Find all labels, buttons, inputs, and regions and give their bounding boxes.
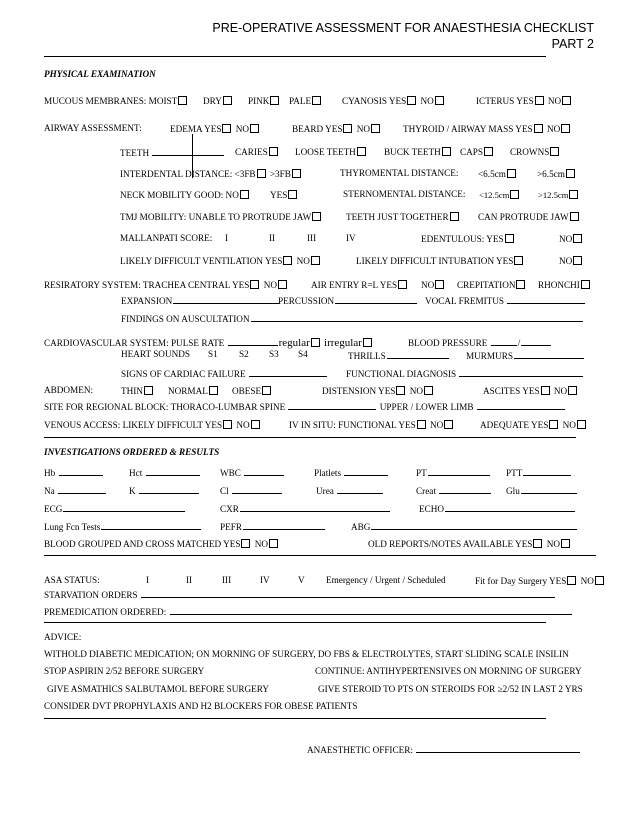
divider — [44, 555, 596, 556]
advice-line: STOP ASPIRIN 2/52 BEFORE SURGERY — [44, 666, 205, 676]
abg-field[interactable] — [371, 521, 577, 530]
checkbox-neck-yes[interactable] — [288, 190, 297, 199]
airway-label: AIRWAY ASSESSMENT: — [44, 123, 142, 133]
checkbox-cyanosis-no[interactable] — [435, 96, 444, 105]
section-physical-title: PHYSICAL EXAMINATION — [44, 69, 156, 79]
checkbox-thin[interactable] — [144, 386, 153, 395]
checkbox-pink[interactable] — [270, 96, 279, 105]
mallampati-4[interactable]: IV — [346, 233, 356, 243]
divider — [44, 718, 546, 719]
checkbox-edema-no[interactable] — [250, 124, 259, 133]
glu-field[interactable] — [521, 485, 577, 494]
ptt-field[interactable] — [523, 467, 571, 476]
murmurs-field[interactable] — [514, 350, 584, 359]
heart-sound-s1[interactable]: S1 — [208, 349, 218, 359]
checkbox-moist[interactable] — [178, 96, 187, 105]
advice-title: ADVICE: — [44, 632, 82, 642]
checkbox-thyroid-no[interactable] — [561, 124, 570, 133]
checkbox-ventilation-no[interactable] — [311, 256, 320, 265]
checkbox-air-entry-no[interactable] — [435, 280, 444, 289]
checkbox-beard-no[interactable] — [371, 124, 380, 133]
checkbox-interdental-gt3fb[interactable] — [292, 169, 301, 178]
checkbox-iv-functional-no[interactable] — [444, 420, 453, 429]
checkbox-cross-matched-yes[interactable] — [241, 539, 250, 548]
heart-sound-s4[interactable]: S4 — [298, 349, 308, 359]
asa-2[interactable]: II — [186, 575, 193, 585]
checkbox-old-reports-no[interactable] — [561, 539, 570, 548]
platelets-field[interactable] — [344, 467, 388, 476]
cl-field[interactable] — [232, 485, 282, 494]
wbc-field[interactable] — [244, 467, 284, 476]
checkbox-icterus-yes[interactable] — [535, 96, 544, 105]
checkbox-thyromental-gt[interactable] — [566, 169, 575, 178]
checkbox-neck-no[interactable] — [240, 190, 249, 199]
officer-label: ANAESTHETIC OFFICER: — [307, 745, 413, 755]
checkbox-old-reports-yes[interactable] — [533, 539, 542, 548]
checkbox-teeth-together[interactable] — [450, 212, 459, 221]
heart-sound-s2[interactable]: S2 — [239, 349, 249, 359]
checkbox-sternomental-lt[interactable] — [510, 190, 519, 199]
checkbox-adequate-yes[interactable] — [549, 420, 558, 429]
asa-status-label: ASA STATUS: — [44, 575, 100, 585]
lung-function-field[interactable] — [101, 521, 201, 530]
vocal-fremitus-field[interactable] — [507, 295, 585, 304]
checkbox-interdental-lt3fb[interactable] — [257, 169, 266, 178]
starvation-orders-field[interactable] — [141, 589, 555, 598]
checkbox-day-surgery-no[interactable] — [595, 576, 604, 585]
checkbox-venous-no[interactable] — [251, 420, 260, 429]
checkbox-beard-yes[interactable] — [343, 124, 352, 133]
advice-line: GIVE ASMATHICS SALBUTAMOL BEFORE SURGERY — [47, 684, 269, 694]
checkbox-icterus-no[interactable] — [562, 96, 571, 105]
checkbox-day-surgery-yes[interactable] — [567, 576, 576, 585]
cardiac-failure-field[interactable] — [249, 368, 327, 377]
checkbox-distension-no[interactable] — [424, 386, 433, 395]
checkbox-can-protrude[interactable] — [570, 212, 579, 221]
expansion-field[interactable] — [173, 295, 279, 304]
hb-field[interactable] — [59, 467, 103, 476]
na-field[interactable] — [58, 485, 106, 494]
divider — [44, 622, 546, 623]
section-investigations-title: INVESTIGATIONS ORDERED & RESULTS — [44, 447, 220, 457]
cxr-field[interactable] — [240, 503, 390, 512]
checkbox-air-entry-yes[interactable] — [398, 280, 407, 289]
checkbox-buck-teeth[interactable] — [442, 147, 451, 156]
checkbox-trachea-yes[interactable] — [250, 280, 259, 289]
echo-field[interactable] — [445, 503, 575, 512]
pulse-rate-field[interactable] — [228, 337, 278, 346]
divider — [44, 56, 546, 57]
checkbox-distension-yes[interactable] — [396, 386, 405, 395]
k-field[interactable] — [139, 485, 199, 494]
checkbox-edentulous-yes[interactable] — [505, 234, 514, 243]
auscultation-field[interactable] — [251, 313, 583, 322]
percussion-field[interactable] — [335, 295, 417, 304]
regional-block-field[interactable] — [288, 401, 376, 410]
form-title: PRE-OPERATIVE ASSESSMENT FOR ANAESTHESIA CHECKLIST — [212, 21, 594, 35]
heart-sounds-label: HEART SOUNDS — [121, 349, 190, 359]
advice-line: CONTINUE: ANTIHYPERTENSIVES ON MORNING OF SURGERY — [315, 666, 582, 676]
row-mucous-membranes: MUCOUS MEMBRANES: MOIST — [44, 96, 189, 106]
heart-sound-s3[interactable]: S3 — [269, 349, 279, 359]
asa-3[interactable]: III — [222, 575, 232, 585]
mallampati-label: MALLANPATI SCORE: — [120, 233, 213, 243]
checkbox-caps[interactable] — [484, 147, 493, 156]
form-part: PART 2 — [551, 37, 594, 51]
officer-signature-field[interactable] — [416, 744, 580, 753]
checkbox-regular[interactable] — [311, 338, 320, 347]
advice-line: WITHOLD DIABETIC MEDICATION; ON MORNING OF SURGERY, DO FBS & ELECTROLYTES, START SLIDING SCALE INSILIN — [44, 649, 569, 659]
checkbox-intubation-yes[interactable] — [514, 256, 523, 265]
teeth-field[interactable] — [152, 147, 224, 156]
checkbox-iv-functional-yes[interactable] — [417, 420, 426, 429]
checkbox-ascites-no[interactable] — [568, 386, 577, 395]
asa-1[interactable]: I — [146, 575, 150, 585]
asa-5[interactable]: V — [298, 575, 305, 585]
pt-field[interactable] — [428, 467, 490, 476]
checkbox-venous-yes[interactable] — [223, 420, 232, 429]
checkbox-edema-yes[interactable] — [222, 124, 231, 133]
premedication-field[interactable] — [170, 606, 572, 615]
advice-line: GIVE STEROID TO PTS ON STEROIDS FOR ≥2/52 IN LAST 2 YRS — [318, 684, 583, 694]
pefr-field[interactable] — [243, 521, 325, 530]
checkbox-trachea-no[interactable] — [278, 280, 287, 289]
checkbox-crowns[interactable] — [550, 147, 559, 156]
asa-4[interactable]: IV — [260, 575, 270, 585]
checkbox-pale[interactable] — [312, 96, 321, 105]
ecg-field[interactable] — [63, 503, 185, 512]
checkbox-adequate-no[interactable] — [577, 420, 586, 429]
checkbox-cross-matched-no[interactable] — [269, 539, 278, 548]
limb-field[interactable] — [477, 401, 565, 410]
checkbox-edentulous-no[interactable] — [573, 234, 582, 243]
checkbox-thyroid-yes[interactable] — [534, 124, 543, 133]
mallampati-3[interactable]: III — [307, 233, 317, 243]
checkbox-sternomental-gt[interactable] — [569, 190, 578, 199]
checkbox-cyanosis-yes[interactable] — [407, 96, 416, 105]
checkbox-loose-teeth[interactable] — [357, 147, 366, 156]
thrills-field[interactable] — [387, 350, 449, 359]
checkbox-obese[interactable] — [262, 386, 271, 395]
checkbox-thyromental-lt[interactable] — [507, 169, 516, 178]
mallampati-2[interactable]: II — [269, 233, 276, 243]
checkbox-tmj-unable[interactable] — [312, 212, 321, 221]
checkbox-caries[interactable] — [269, 147, 278, 156]
checkbox-dry[interactable] — [223, 96, 232, 105]
checkbox-ascites-yes[interactable] — [541, 386, 550, 395]
checkbox-intubation-no[interactable] — [573, 256, 582, 265]
checkbox-rhonchi[interactable] — [581, 280, 590, 289]
checkbox-ventilation-yes[interactable] — [283, 256, 292, 265]
bp-diastolic-field[interactable] — [521, 337, 551, 346]
creat-field[interactable] — [439, 485, 491, 494]
mallampati-1[interactable]: I — [225, 233, 229, 243]
urea-field[interactable] — [337, 485, 383, 494]
divider — [44, 437, 576, 438]
checkbox-crepitation[interactable] — [516, 280, 525, 289]
checkbox-normal[interactable] — [209, 386, 218, 395]
checkbox-irregular[interactable] — [363, 338, 372, 347]
hct-field[interactable] — [146, 467, 200, 476]
abdomen-label: ABDOMEN: — [44, 385, 94, 395]
bp-systolic-field[interactable] — [491, 337, 517, 346]
urgency-options[interactable]: Emergency / Urgent / Scheduled — [326, 575, 446, 585]
advice-line: CONSIDER DVT PROPHYLAXIS AND H2 BLOCKERS FOR OBESE PATIENTS — [44, 701, 358, 711]
functional-diagnosis-field[interactable] — [459, 368, 583, 377]
